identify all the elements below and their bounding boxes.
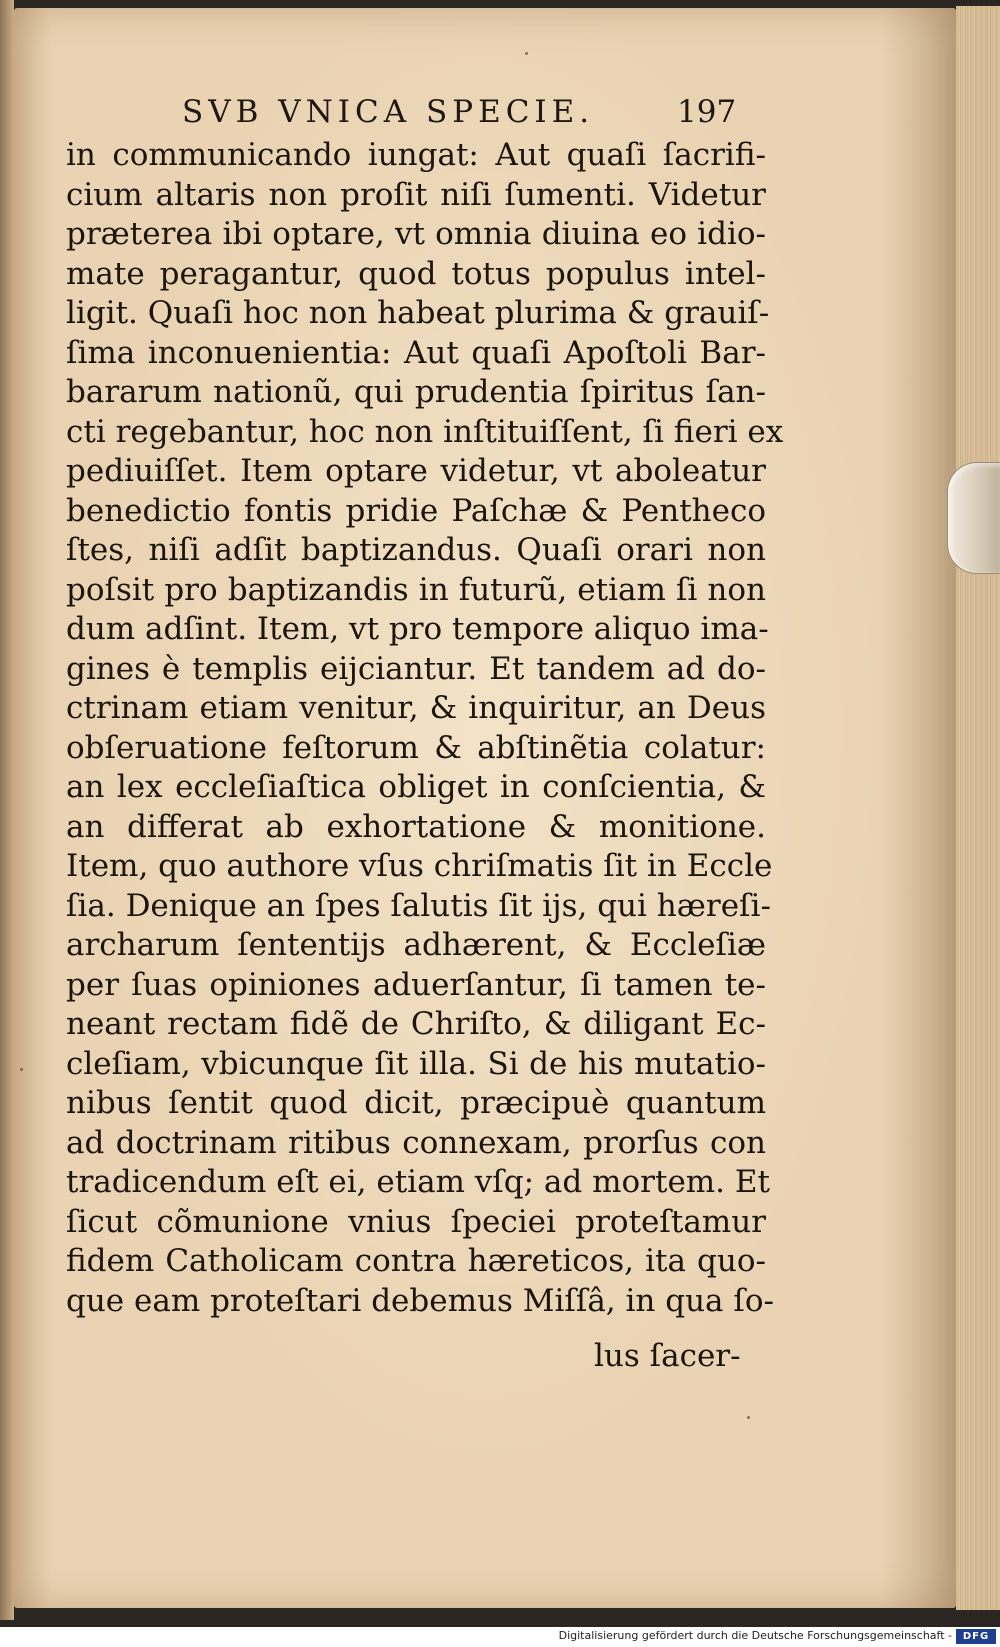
text-line: gines è templis eijciantur. Et tandem ad do- <box>66 650 766 687</box>
body-text <box>66 136 784 1321</box>
paper-speck <box>747 1416 750 1419</box>
text-line: ligit. Quaſi hoc non habeat plurima & grauiſ- <box>66 295 770 331</box>
text-line: dum adſint. Item, vt pro tempore aliquo ima- <box>66 611 769 647</box>
page-edges <box>956 6 1000 1610</box>
page-clip <box>947 462 1000 574</box>
text-line: per ſuas opiniones aduerſantur, ſi tamen te- <box>66 966 766 1003</box>
text-line: an lex eccleſiaſtica obliget in conſcientia, & <box>66 769 766 805</box>
text-line: ad doctrinam ritibus connexam, prorſus con <box>66 1124 766 1161</box>
text-line: an differat ab exhortatione & monitione. <box>66 808 766 845</box>
text-line: nibus ſentit quod dicit, præcipuè quantum <box>66 1085 766 1121</box>
text-line: ſima inconuenientia: Aut quaſi Apoſtoli Bar- <box>66 334 766 371</box>
text-line: poſsit pro baptizandis in futurũ, etiam ſi non <box>66 571 766 608</box>
funding-credit: Digitalisierung gefördert durch die Deutsche Forschungsgemeinschaft - <box>558 1629 952 1642</box>
book-page <box>14 8 956 1608</box>
text-line: fidem Catholicam contra hæreticos, ita quo- <box>66 1243 766 1279</box>
dfg-logo: DFG <box>956 1629 996 1644</box>
text-line: ctrinam etiam venitur, & inquiritur, an Deus <box>66 690 766 726</box>
running-head: SVB VNICA SPECIE. <box>182 94 595 130</box>
binding-edge <box>0 0 14 1620</box>
catchword: lus ſacer- <box>594 1338 741 1374</box>
paper-speck <box>20 1068 23 1071</box>
text-line: ſtes, niſi adſit baptizandus. Quaſi orari non <box>66 532 766 568</box>
text-line: mate peragantur, quod totus populus intel- <box>66 255 766 292</box>
text-line: præterea ibi optare, vt omnia diuina eo idio- <box>66 216 766 252</box>
text-line: benedictio fontis pridie Paſchæ & Pentheco <box>66 492 766 529</box>
page-number: 197 <box>677 94 737 130</box>
text-line: cium altaris non proſit niſi ſumenti. Videtur <box>66 176 766 213</box>
text-line: ſicut cõmunione vnius ſpeciei proteſtamur <box>66 1203 766 1240</box>
text-line: tradicendum eſt ei, etiam vſq; ad mortem. Et <box>66 1164 770 1200</box>
text-line: bararum nationũ, qui prudentia ſpiritus ſan- <box>66 374 766 410</box>
text-line: neant rectam fidẽ de Chriſto, & diligant Ec- <box>66 1006 766 1042</box>
text-line: cti regebantur, hoc non inſtituiſſent, ſi fieri ex <box>66 413 784 450</box>
text-line: cleſiam, vbicunque ſit illa. Si de his mutatio- <box>66 1045 766 1082</box>
text-line: que eam proteſtari debemus Miſſâ, in qua ſo- <box>66 1282 775 1319</box>
text-line: ſia. Denique an ſpes ſalutis ſit ijs, qui hæreſi- <box>66 887 771 924</box>
text-line: pediuiſſet. Item optare videtur, vt aboleatur <box>66 453 766 489</box>
text-line: Item, quo authore vſus chriſmatis ſit in Eccle <box>66 848 773 884</box>
text-line: obſeruatione feſtorum & abſtinẽtia colatur: <box>66 729 766 766</box>
text-line: in communicando iungat: Aut quaſi ſacrifi- <box>66 137 766 173</box>
footer-bar <box>0 1627 1000 1647</box>
paper-speck <box>525 52 528 55</box>
text-line: archarum ſententijs adhærent, & Eccleſiæ <box>66 927 766 963</box>
